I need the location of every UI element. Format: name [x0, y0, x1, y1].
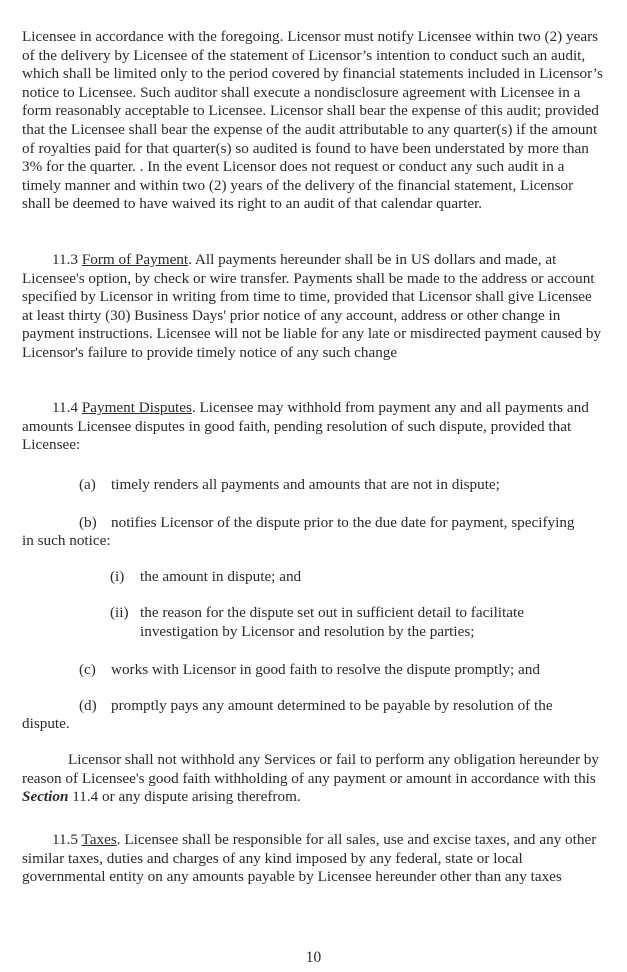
section-number: 11.4: [52, 399, 79, 416]
closing-section-ref: Section: [22, 788, 69, 806]
clause-d-continued: dispute.: [22, 715, 70, 732]
clause-marker: (c): [79, 661, 96, 678]
section-number: 11.5: [52, 831, 79, 848]
page-number: 10: [305, 949, 322, 966]
section-heading: Taxes: [81, 831, 117, 848]
clause-text: works with Licensor in good faith to resolve the dispute promptly; and: [111, 661, 540, 678]
clause-b-continued: in such notice:: [22, 532, 111, 549]
clause-c: [79, 661, 540, 680]
clause-marker: (a): [79, 476, 96, 493]
section-body: . Licensee may withhold from payment any and all payments and amounts Licensee disputes in good faith, pending resolution of such dispute, provided that Licensee:: [22, 399, 589, 454]
section-body: . All payments hereunder shall be in US dollars and made, at Licensee's option, by check or wire transfer. Payments shall be made to the address or account specified by Licensor in writing from time to time, provided that Licensor shall give Licensee at least thirty (30) Business Days' prior notice of any account, address or other change in payment instructions. Licensee will not be liable for any late or misdirected payment caused by Licensor's failure to provide timely notice of any such change: [22, 251, 602, 361]
section-11-4: [22, 399, 604, 455]
subclause-i: [110, 568, 301, 587]
section-11-3: [22, 251, 604, 363]
clause-marker: (d): [79, 697, 97, 714]
section-number: 11.3: [52, 251, 79, 268]
closing-text: Licensor shall not withhold any Services or fail to perform any obligation hereunder by reason of Licensee's good faith withholding of any payment or amount in accordance with this: [22, 751, 599, 787]
closing-text-end: 11.4 or any dispute arising therefrom.: [68, 788, 301, 806]
clause-marker: (ii): [110, 604, 129, 621]
subclause-ii: [110, 604, 570, 641]
closing-paragraph: [22, 751, 604, 807]
clause-text: the amount in dispute; and: [140, 568, 302, 585]
section-heading: Payment Disputes: [81, 399, 192, 416]
clause-d: [79, 697, 553, 716]
clause-text: the reason for the dispute set out in sufficient detail to facilitate investigation by Licensor and resolution by the parties;: [140, 604, 524, 640]
section-body: . Licensee shall be responsible for all sales, use and excise taxes, and any other similar taxes, duties and charges of any kind imposed by any federal, state or local governmental entity on any amounts payable by Licensee hereunder other than any taxes: [22, 831, 597, 886]
clause-b: [79, 514, 575, 533]
section-heading: Form of Payment: [81, 251, 189, 268]
clause-text: promptly pays any amount determined to be payable by resolution of the: [111, 697, 553, 714]
clause-text: timely renders all payments and amounts that are not in dispute;: [111, 476, 500, 493]
section-11-5: [22, 831, 604, 887]
audit-text: Licensee in accordance with the foregoing. Licensor must notify Licensee within two (2) years of the delivery by Licensee of the statement of Licensor’s intention to conduct such an audit, which shall be limited only to the period covered by financial statements included in Licensor’s notice to Licensee. Such auditor shall execute a nondisclosure agreement with Licensee in a form reasonably acceptable to Licensee. Licensor shall bear the expense of this audit; provided that the Licensee shall bear the expense of the audit attributable to any quarter(s) if the amount of royalties paid for that quarter(s) so audited is found to have been understated by more than 3% for the quarter. . In the event Licensor does not request or conduct any such audit in a timely manner and within two (2) years of the delivery of the financial statement, Licensor shall be deemed to have waived its right to an audit of that calendar quarter.: [22, 28, 603, 213]
clause-marker: (b): [79, 514, 97, 531]
clause-a: [79, 476, 500, 495]
audit-paragraph: [22, 28, 604, 214]
clause-text: notifies Licensor of the dispute prior to the due date for payment, specifying: [111, 514, 575, 531]
clause-marker: (i): [110, 568, 125, 585]
